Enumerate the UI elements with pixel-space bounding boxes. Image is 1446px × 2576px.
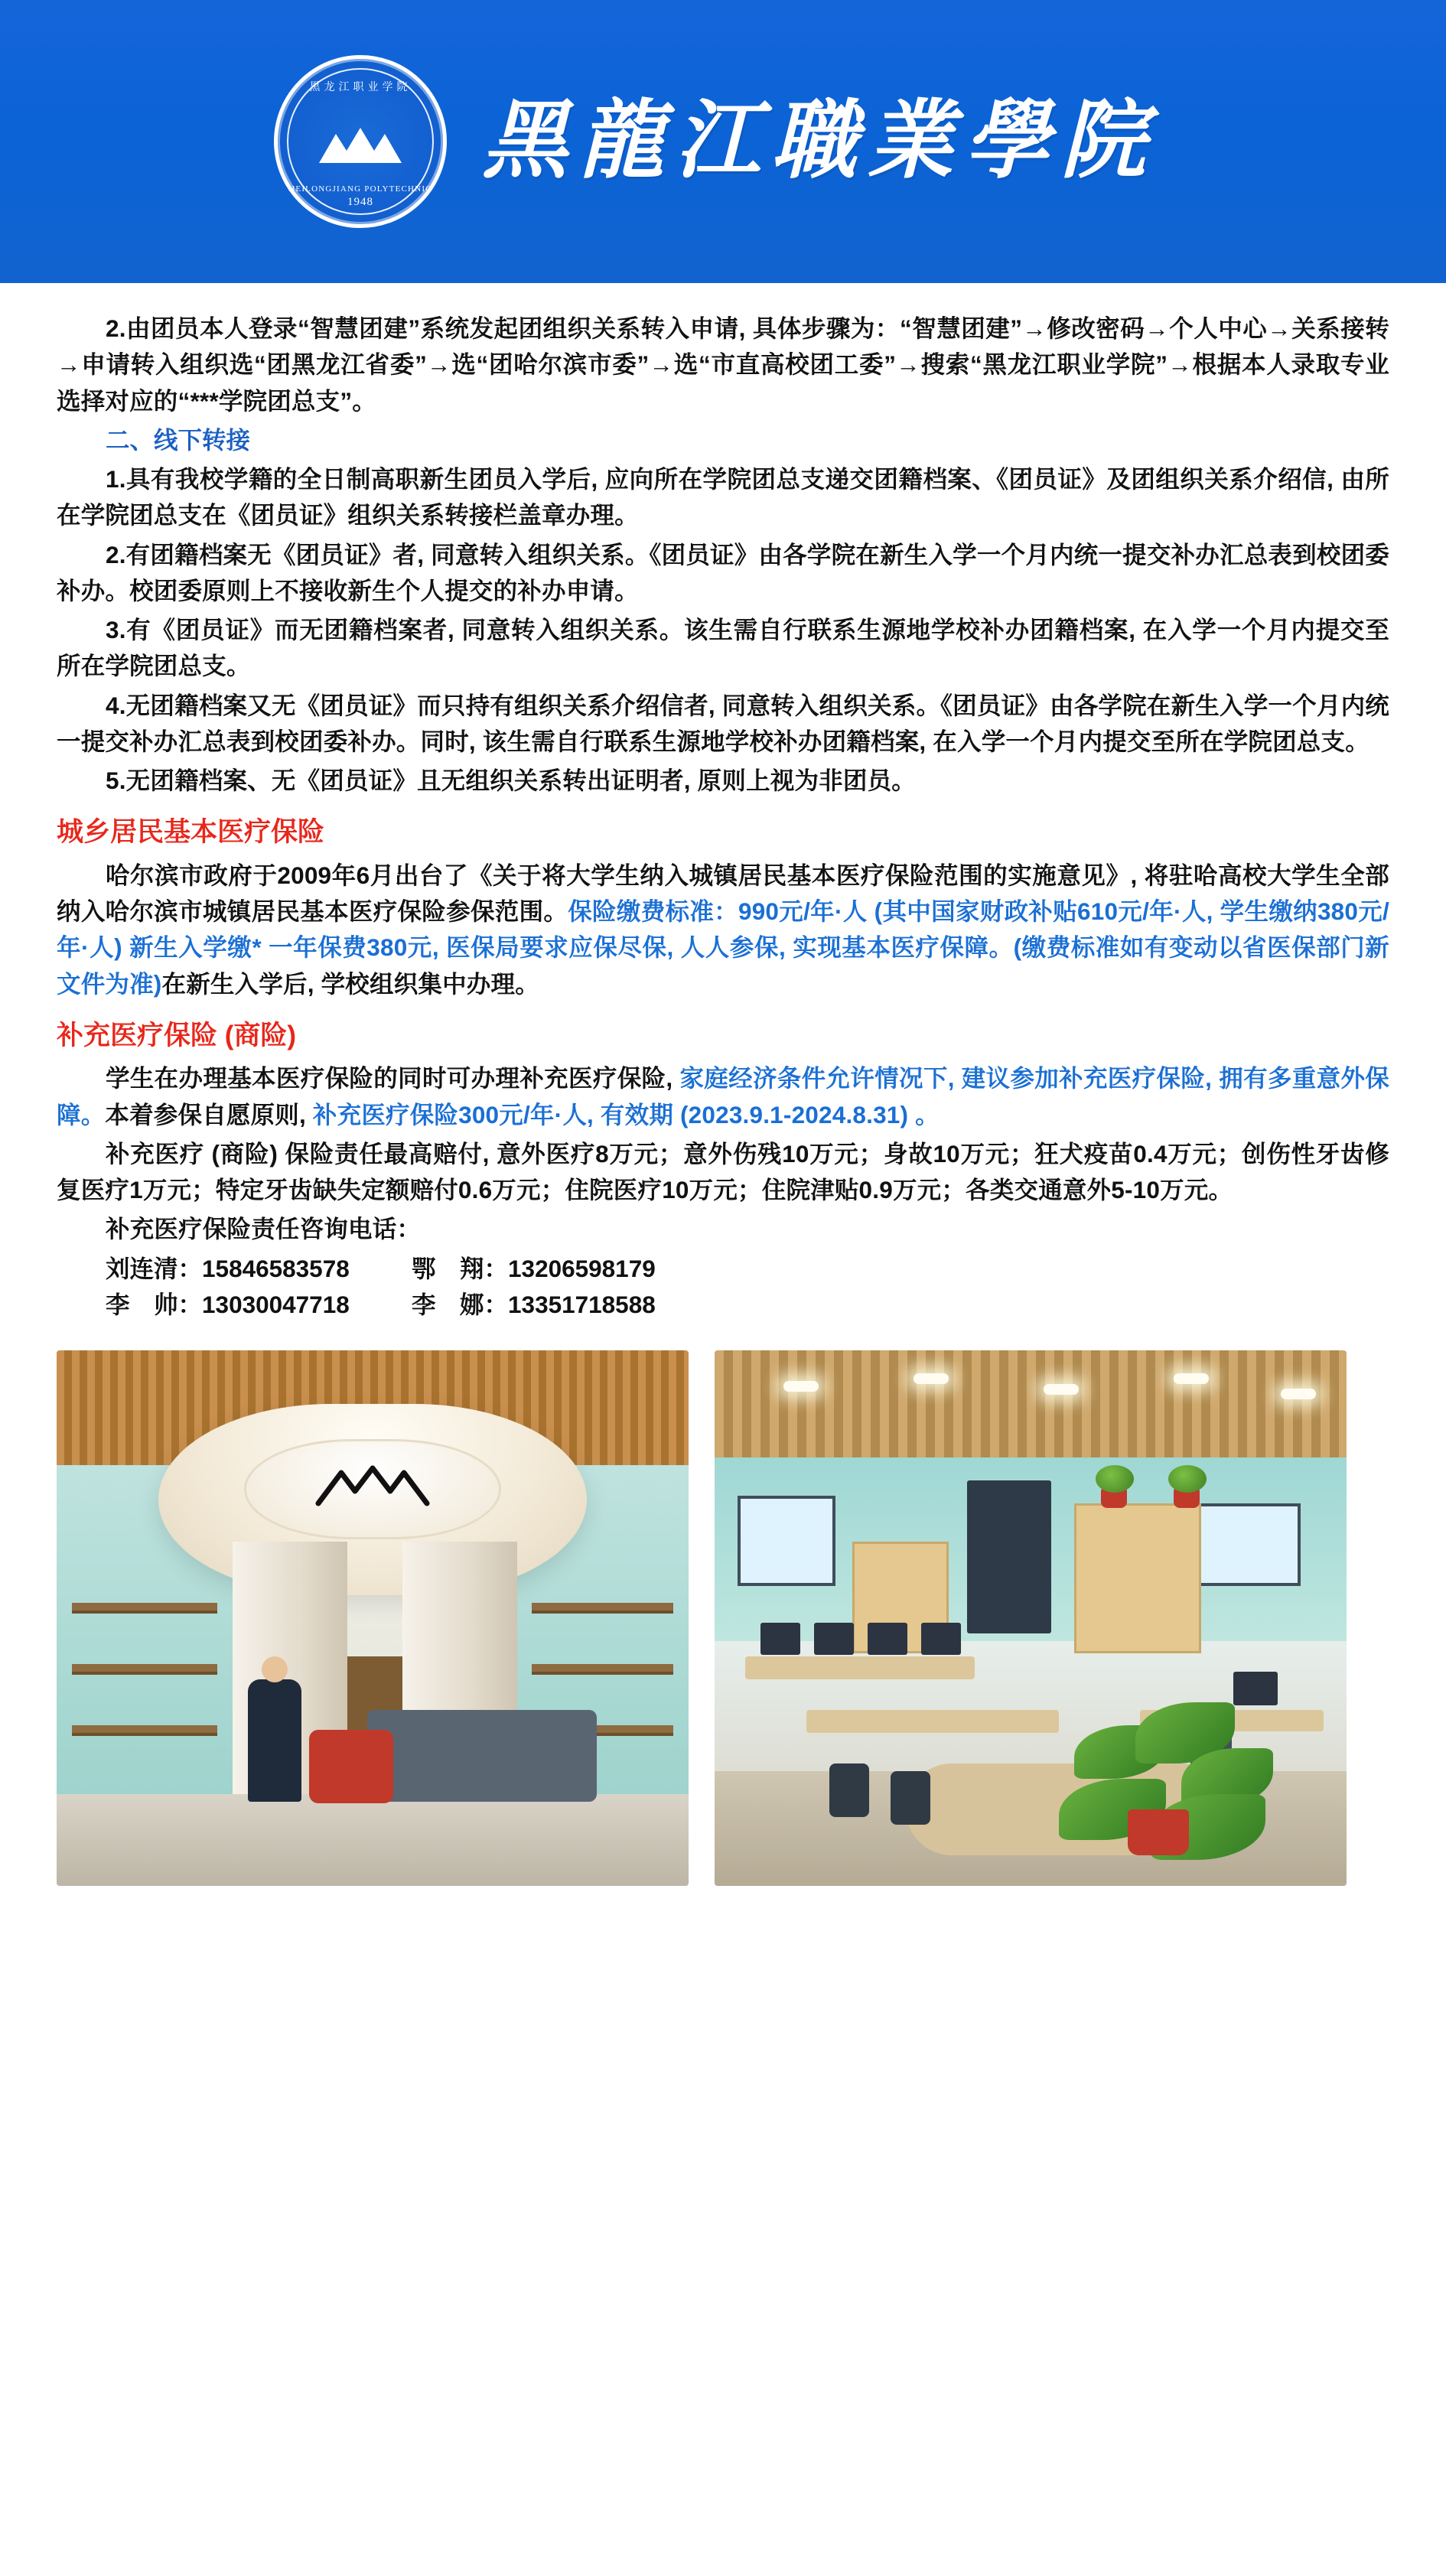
phone-name-3: 李 帅 xyxy=(106,1290,178,1318)
phone-entry-2: 鄂 翔：13206598179 xyxy=(412,1254,656,1282)
office-foreground-plant xyxy=(1044,1695,1296,1871)
school-logo xyxy=(274,55,447,228)
office-ceiling-light xyxy=(1044,1384,1079,1395)
office-wooden-shelf xyxy=(1074,1503,1201,1653)
library-bookshelf xyxy=(72,1603,217,1614)
phone-number-3: 13030047718 xyxy=(202,1290,350,1318)
section-title-basic-medical-insurance: 城乡居民基本医疗保险 xyxy=(57,817,325,848)
photo-library-reading-room xyxy=(57,1350,689,1886)
paragraph-phone-title: 补充医疗保险责任咨询电话： xyxy=(106,1215,422,1243)
office-desk xyxy=(806,1710,1059,1733)
library-sofa xyxy=(367,1710,597,1802)
logo-top-characters: 黑龙江职业学院 xyxy=(309,82,412,93)
paragraph-offline-2: 2.有团籍档案无《团员证》者, 同意转入组织关系。《团员证》由各学院在新生入学一个月内统一提交补办汇总表到校团委补办。校团委原则上不接收新生个人提交的补办申请。 xyxy=(57,540,1389,604)
phone-row xyxy=(106,1287,1389,1323)
supplementary-text-2: 本着参保自愿原则, xyxy=(105,1100,313,1128)
paragraph-online-step-2: 2.由团员本人登录“智慧团建”系统发起团组织关系转入申请, 具体步骤为：“智慧团建”→修改密码→个人中心→关系接转→申请转入组织选“团黑龙江省委”→选“团哈尔滨市委”→选“市直高校团工委”→搜索“黑龙江职业学院”→根据本人录取专业选择对应的“***学院团总支”。 xyxy=(57,314,1389,415)
phone-name-2: 鄂 翔 xyxy=(412,1254,484,1282)
office-monitor xyxy=(868,1623,907,1655)
logo-year: 1948 xyxy=(347,196,373,208)
library-bookshelf xyxy=(72,1664,217,1675)
subheading-offline-transfer: 二、线下转接 xyxy=(106,425,251,454)
header-inner xyxy=(274,55,1157,228)
library-floor xyxy=(57,1794,689,1886)
office-stool xyxy=(891,1771,930,1825)
basic-medical-text-1: 哈尔滨市政府于2009年6月出台了《关于将大学生纳入城镇居民基本医疗保险范围的实施意见》, 将驻哈高校大学生全部纳入哈尔滨市城镇居民基本医疗保险参保范围。 xyxy=(57,861,1389,925)
page-header xyxy=(0,0,1446,283)
paragraph-offline-3: 3.有《团员证》而无团籍档案者, 同意转入组织关系。该生需自行联系生源地学校补办团籍档案, 在入学一个月内提交至所在学院团总支。 xyxy=(57,616,1389,680)
phone-entry-1: 刘连清：15846583578 xyxy=(106,1254,350,1282)
paragraph-offline-1: 1.具有我校学籍的全日制高职新生团员入学后, 应向所在学院团总支递交团籍档案、《团员证》及团组织关系介绍信, 由所在学院团总支在《团员证》组织关系转接栏盖章办理。 xyxy=(57,465,1389,529)
paragraph-offline-4: 4.无团籍档案又无《团员证》而只持有组织关系介绍信者, 同意转入组织关系。《团员证》由各学院在新生入学一个月内统一提交补办汇总表到校团委补办。同时, 该生需自行联系生源地学校补办团籍档案, 在入学一个月内提交至所在学院团总支。 xyxy=(57,691,1389,755)
phone-name-1: 刘连清 xyxy=(106,1254,178,1282)
office-potted-plant xyxy=(1096,1465,1134,1493)
phone-name-4: 李 娜 xyxy=(412,1290,484,1318)
paragraph-supplementary xyxy=(57,1060,1389,1133)
basic-medical-text-blue: 保险缴费标准：990元/年·人 (其中国家财政补贴610元/年·人, 学生缴纳380元/年·人) 新生入学缴* 一年保费380元, 医保局要求应保尽保, 人人参保, 实现基本医疗保障。(缴费标准如有变动以省医保部门新文件为准) xyxy=(57,897,1390,998)
library-bookshelf xyxy=(72,1725,217,1736)
supplementary-text-blue-2: 补充医疗保险300元/年·人, 有效期 (2023.9.1-2024.8.31) 。 xyxy=(312,1100,940,1128)
phone-entry-4: 李 娜：13351718588 xyxy=(412,1290,656,1318)
office-monitor xyxy=(760,1623,800,1655)
office-ceiling-light xyxy=(783,1381,819,1392)
document-content xyxy=(0,283,1446,1323)
office-ceiling-light xyxy=(1281,1389,1316,1399)
photo-strip xyxy=(0,1323,1446,1932)
phone-row xyxy=(106,1251,1389,1287)
supplementary-text-blue-1: 家庭经济条件允许情况下, 建议参加补充医疗保险, 拥有多重意外保障。 xyxy=(57,1064,1389,1128)
supplementary-text-1: 学生在办理基本医疗保险的同时可办理补充医疗保险, xyxy=(106,1064,680,1093)
library-wall-logo-icon xyxy=(315,1465,430,1506)
paragraph-basic-medical xyxy=(57,858,1389,1002)
library-red-chair xyxy=(309,1730,393,1803)
basic-medical-text-2: 在新生入学后, 学校组织集中办理。 xyxy=(161,969,539,998)
office-desk xyxy=(745,1656,975,1679)
office-ceiling-light xyxy=(1174,1373,1209,1384)
office-window xyxy=(738,1496,835,1586)
office-potted-plant xyxy=(1168,1465,1207,1493)
phone-entry-3: 李 帅：13030047718 xyxy=(106,1290,350,1318)
office-monitor xyxy=(921,1623,961,1655)
library-bookshelf xyxy=(532,1603,673,1614)
office-ceiling xyxy=(715,1350,1347,1457)
section-title-supplementary-insurance: 补充医疗保险 (商险) xyxy=(57,1020,297,1050)
office-dark-cabinet xyxy=(967,1480,1051,1633)
phone-number-2: 13206598179 xyxy=(508,1254,656,1282)
phone-number-1: 15846583578 xyxy=(202,1254,350,1282)
office-monitor xyxy=(814,1623,854,1655)
logo-mountain-mark xyxy=(316,123,405,166)
phone-list xyxy=(57,1251,1389,1324)
phone-number-4: 13351718588 xyxy=(508,1290,656,1318)
office-ceiling-light xyxy=(914,1373,949,1384)
library-bookshelf xyxy=(532,1664,673,1675)
page-title: 黑龍江職業學院 xyxy=(482,94,1157,189)
library-seated-person xyxy=(248,1679,301,1802)
paragraph-offline-5: 5.无团籍档案、无《团员证》且无组织关系转出证明者, 原则上视为非团员。 xyxy=(106,767,916,794)
office-stool xyxy=(829,1763,869,1817)
paragraph-supplementary-detail: 补充医疗 (商险) 保险责任最高赔付, 意外医疗8万元；意外伤残10万元；身故10万元；狂犬疫苗0.4万元；创伤性牙齿修复医疗1万元；特定牙齿缺失定额赔付0.6万元；住院医疗10万元；住院津贴0.9万元；各类交通意外5-10万元。 xyxy=(57,1139,1389,1203)
logo-english-name: HEILONGJIANG POLYTECHNIC xyxy=(288,184,432,194)
plant-red-pot xyxy=(1128,1809,1189,1855)
photo-computer-office-room xyxy=(715,1350,1347,1886)
